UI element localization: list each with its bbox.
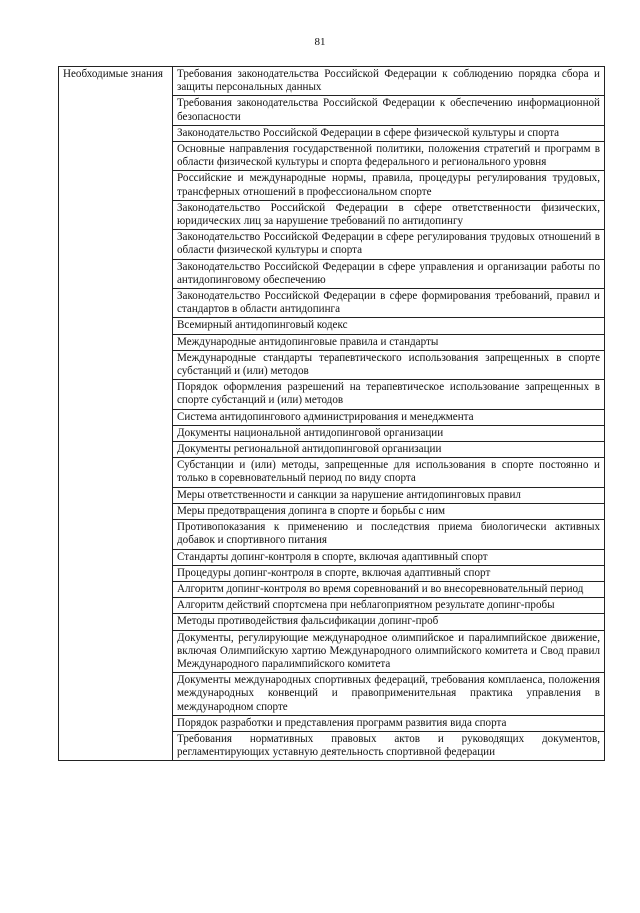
list-item: Стандарты допинг-контроля в спорте, включая адаптивный спорт bbox=[173, 550, 604, 566]
list-item: Противопоказания к применению и последствия приема биологически активных добавок и спортивного питания bbox=[173, 520, 604, 549]
list-item: Законодательство Российской Федерации в сфере ответственности физических, юридических лиц за нарушение требований по антидопингу bbox=[173, 201, 604, 230]
list-item: Порядок оформления разрешений на терапевтическое использование запрещенных в спорте субстанций и (или) методов bbox=[173, 380, 604, 409]
list-item: Требования законодательства Российской Федерации к обеспечению информационной безопасности bbox=[173, 96, 604, 125]
row-label: Необходимые знания bbox=[59, 67, 173, 761]
list-item: Субстанции и (или) методы, запрещенные для использования в спорте постоянно и только в соревновательный период по виду спорта bbox=[173, 458, 604, 487]
list-item: Документы международных спортивных федераций, требования комплаенса, положения международных конвенций и правоприменительная практика управления в международном спорте bbox=[173, 673, 604, 716]
items-cell bbox=[173, 67, 605, 761]
knowledge-table bbox=[58, 66, 605, 761]
list-item: Алгоритм допинг-контроля во время соревнований и во внесоревновательный период bbox=[173, 582, 604, 598]
table-row bbox=[59, 67, 605, 761]
list-item: Требования нормативных правовых актов и руководящих документов, регламентирующих уставную деятельность спортивной федерации bbox=[177, 732, 600, 759]
list-item: Порядок разработки и представления программ развития вида спорта bbox=[173, 716, 604, 732]
list-item: Законодательство Российской Федерации в сфере управления и организации работы по антидопинговому обеспечению bbox=[173, 260, 604, 289]
list-item: Международные антидопинговые правила и стандарты bbox=[173, 335, 604, 351]
list-item: Меры ответственности и санкции за нарушение антидопинговых правил bbox=[173, 488, 604, 504]
list-item: Российские и международные нормы, правила, процедуры регулирования трудовых, трансферных отношений в профессиональном спорте bbox=[173, 171, 604, 200]
list-item: Документы национальной антидопинговой организации bbox=[173, 426, 604, 442]
page-number: 81 bbox=[314, 36, 326, 48]
list-item: Требования законодательства Российской Федерации к соблюдению порядка сбора и защиты персональных данных bbox=[173, 67, 604, 96]
list-item: Законодательство Российской Федерации в сфере регулирования трудовых отношений в области физической культуры и спорта bbox=[173, 230, 604, 259]
list-item: Меры предотвращения допинга в спорте и борьбы с ним bbox=[173, 504, 604, 520]
list-item: Документы региональной антидопинговой организации bbox=[173, 442, 604, 458]
list-item: Международные стандарты терапевтического использования запрещенных в спорте субстанций и (или) методов bbox=[173, 351, 604, 380]
list-item: Законодательство Российской Федерации в сфере формирования требований, правил и стандартов в области антидопинга bbox=[173, 289, 604, 318]
list-item: Алгоритм действий спортсмена при неблагоприятном результате допинг-пробы bbox=[173, 598, 604, 614]
list-item: Всемирный антидопинговый кодекс bbox=[173, 318, 604, 334]
list-item: Основные направления государственной политики, положения стратегий и программ в области физической культуры и спорта федерального и регионального уровня bbox=[173, 142, 604, 171]
list-item: Законодательство Российской Федерации в сфере физической культуры и спорта bbox=[173, 126, 604, 142]
list-item: Система антидопингового администрирования и менеджмента bbox=[173, 410, 604, 426]
list-item: Процедуры допинг-контроля в спорте, включая адаптивный спорт bbox=[173, 566, 604, 582]
list-item: Документы, регулирующие международное олимпийское и паралимпийское движение, включая Олимпийскую хартию Международного олимпийского комитета и Свод правил Международного паралимпийского комитета bbox=[173, 631, 604, 674]
list-item: Методы противодействия фальсификации допинг-проб bbox=[173, 614, 604, 630]
